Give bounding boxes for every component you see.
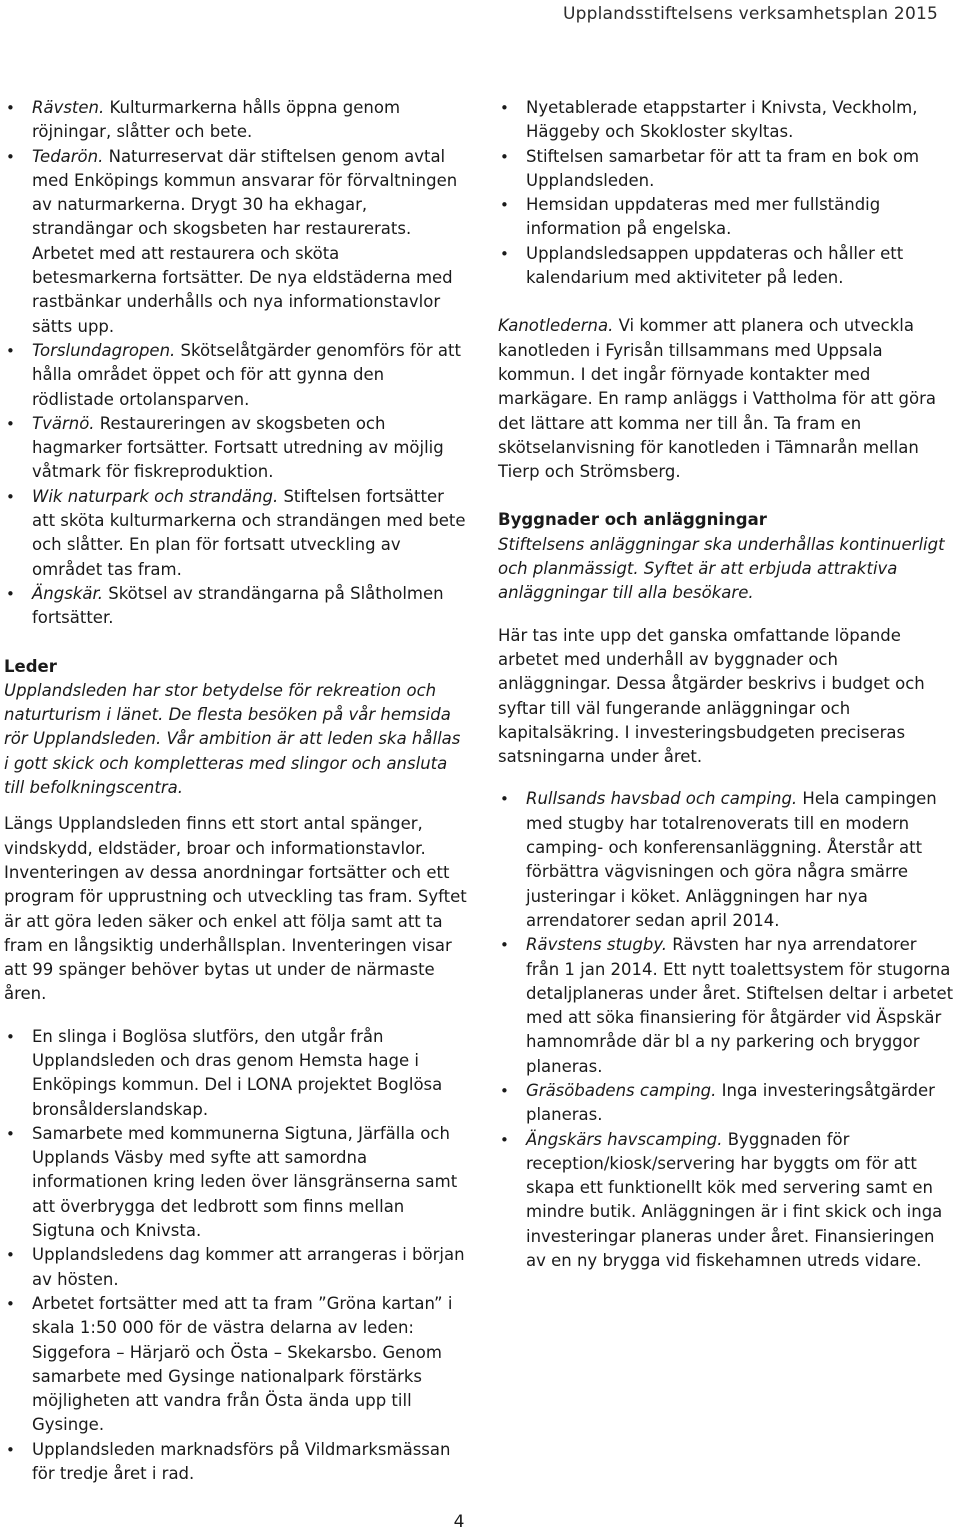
section-heading-leder: Leder xyxy=(4,656,57,676)
list-item: • Gräsöbadens camping. Inga investeringsåtgärder planeras. xyxy=(498,1079,954,1128)
list-item: • Tedarön. Naturreservat där stiftelsen genom avtal med Enköpings kommun ansvarar för förvaltningen av naturmarkerna. Drygt 30 ha ekhagar, strandängar och skogsbeten har restaurerats. Arbetet med att restaurera och sköta betesmarkerna fortsätter. De nya eldstäderna med rastbänkar underhålls och nya informationstavlor sätts upp. xyxy=(4,145,468,339)
leder-bullet-list-cont xyxy=(498,96,954,290)
list-item: • Ängskärs havscamping. Byggnaden för reception/kiosk/servering har byggts om för att skapa ett funktionellt kök med servering samt en mindre butik. Anläggningen är i fint skick och inga investeringar planeras under året. Finansieringen av en ny brygga vid fiskehamnen utreds vidare. xyxy=(498,1128,954,1274)
anlaggningar-bullet-list xyxy=(498,787,954,1273)
list-item: • Nyetablerade etappstarter i Knivsta, Veckholm, Häggeby och Skokloster skyltas. xyxy=(498,96,954,145)
list-item: • Upplandsledsappen uppdateras och håller ett kalendarium med aktiviteter på leden. xyxy=(498,242,954,291)
right-column xyxy=(498,96,954,1273)
list-item: • Wik naturpark och strandäng. Stiftelsen fortsätter att sköta kulturmarkerna och strandängen med bete och slåtter. En plan för fortsatt utveckling av området tas fram. xyxy=(4,485,468,582)
section-heading-byggnader: Byggnader och anläggningar xyxy=(498,510,767,530)
byggnader-body: Här tas inte upp det ganska omfattande löpande arbetet med underhåll av byggnader och anläggningar. Dessa åtgärder beskrivs i budget och syftar till väl fungerande anläggningar och kapitalsäkring. I investeringsbudgeten preciseras satsningarna under året. xyxy=(498,625,925,767)
page-header: Upplandsstiftelsens verksamhetsplan 2015 xyxy=(562,4,938,24)
list-item: • Samarbete med kommunerna Sigtuna, Järfälla och Upplands Väsby med syfte att samordna informationen kring leden över länsgränserna samt att överbrygga det ledbrott som finns mellan Sigtuna och Knivsta. xyxy=(4,1122,468,1243)
list-item: • Upplandsleden marknadsförs på Vildmarksmässan för tredje året i rad. xyxy=(4,1438,468,1487)
list-item: • Torslundagropen. Skötselåtgärder genomförs för att hålla området öppet och för att gynna den rödlistade ortolansparven. xyxy=(4,339,468,412)
site-bullet-list xyxy=(4,96,468,631)
leder-intro: Upplandsleden har stor betydelse för rekreation och naturturism i länet. De flesta besöken på vår hemsida rör Upplandsleden. Vår ambition är att leden ska hållas i gott skick och kompletteras med slingor och ansluta till befolkningscentra. xyxy=(4,680,461,798)
byggnader-intro: Stiftelsens anläggningar ska underhållas kontinuerligt och planmässigt. Syftet är att erbjuda attraktiva anläggningar till alla besökare. xyxy=(498,534,945,603)
list-item: • En slinga i Boglösa slutförs, den utgår från Upplandsleden och dras genom Hemsta hage i Enköpings kommun. Del i LONA projektet Boglösa bronsålderslandskap. xyxy=(4,1025,468,1122)
list-item: • Rävstens stugby. Rävsten har nya arrendatorer från 1 jan 2014. Ett nytt toalettsystem för stugorna detaljplaneras under året. Stiftelsen deltar i arbetet med att söka finansiering för åtgärder vid Äspskär hamnområde där bl a ny parkering och bryggor planeras. xyxy=(498,933,954,1079)
list-item: • Ängskär. Skötsel av strandängarna på Slåtholmen fortsätter. xyxy=(4,582,468,631)
page-number: 4 xyxy=(453,1512,465,1532)
kanot-paragraph: Kanotlederna. Vi kommer att planera och utveckla kanotleden i Fyrisån tillsammans med Uppsala kommun. I det ingår förnyade kontakter med markägare. En ramp anläggs i Vattholma för att göra det lättare att komma ner till ån. Ta fram en skötselanvisning för kanotleden i Tämnarån mellan Tierp och Strömsberg. xyxy=(498,316,936,482)
leder-bullet-list xyxy=(4,1025,468,1487)
list-item: • Hemsidan uppdateras med mer fullständig information på engelska. xyxy=(498,193,954,242)
list-item: • Rullsands havsbad och camping. Hela campingen med stugby har totalrenoverats till en modern camping- och konferensanläggning. Återstår att förbättra vägvisningen och göra några smärre justeringar i köket. Anläggningen har nya arrendatorer sedan april 2014. xyxy=(498,787,954,933)
list-item: • Stiftelsen samarbetar för att ta fram en bok om Upplandsleden. xyxy=(498,145,954,194)
list-item: • Tvärnö. Restaureringen av skogsbeten och hagmarker fortsätter. Fortsatt utredning av möjlig våtmark för fiskreproduktion. xyxy=(4,412,468,485)
left-column xyxy=(4,96,468,1486)
list-item: • Upplandsledens dag kommer att arrangeras i början av hösten. xyxy=(4,1243,468,1292)
list-item: • Rävsten. Kulturmarkerna hålls öppna genom röjningar, slåtter och bete. xyxy=(4,96,468,145)
leder-body: Längs Upplandsleden finns ett stort antal spänger, vindskydd, eldstäder, broar och informationstavlor. Inventeringen av dessa anordningar fortsätter och ett program för upprustning och utveckling tas fram. Syftet är att göra leden säker och enkel att följa samt att ta fram en långsiktig underhållsplan. Inventeringen visar att 99 spänger behöver bytas ut under de närmaste åren. xyxy=(4,814,467,1004)
list-item: • Arbetet fortsätter med att ta fram ”Gröna kartan” i skala 1:50 000 för de västra delarna av leden: Siggefora – Härjarö och Östa – Skekarsbo. Genom samarbete med Gysinge nationalpark förstärks möjligheten att vandra från Östa ända upp till Gysinge. xyxy=(4,1292,468,1438)
